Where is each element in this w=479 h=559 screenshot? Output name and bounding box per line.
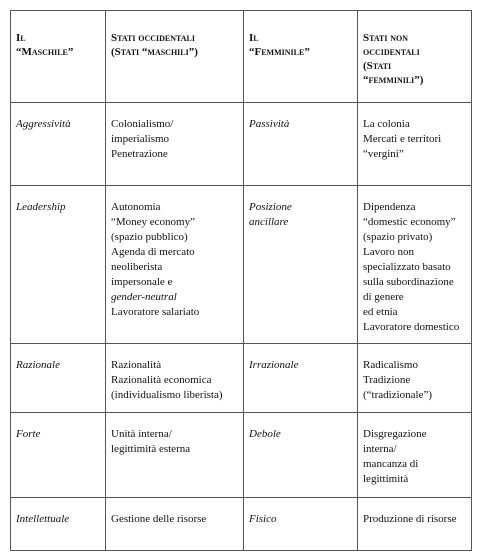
cell-maschile: Forte [11,413,106,498]
cell-stati-occidentali: Gestione delle risorse [106,498,244,551]
header-line: “Maschile” [16,46,74,58]
header-stati-occidentali [106,11,244,103]
header-line: Il [16,32,26,44]
header-line: “femminili”) [363,74,424,86]
gender-states-table [10,10,472,551]
cell-femminile: Irrazionale [244,344,358,413]
header-line: (Stati [363,60,392,72]
cell-stati-occidentali: Autonomia “Money economy” (spazio pubblico) Agenda di mercato neoliberista impersonale e gender-neutral Lavoratore salariato [106,186,244,344]
header-maschile [11,11,106,103]
table-row [11,498,472,551]
cell-maschile: Aggressività [11,103,106,186]
cell-femminile: Passività [244,103,358,186]
cell-stati-occidentali: Colonialismo/ imperialismo Penetrazione [106,103,244,186]
cell-maschile: Razionale [11,344,106,413]
cell-maschile: Intellettuale [11,498,106,551]
header-line: “Femminile” [249,46,310,58]
header-line: occidentali [363,46,420,58]
cell-stati-occidentali: Unità interna/ legittimità esterna [106,413,244,498]
cell-stati-non-occidentali: Dipendenza “domestic economy” (spazio privato) Lavoro non specializzato basato sulla subordinazione di genere ed etnia Lavoratore domestico [358,186,472,344]
header-stati-non-occidentali [358,11,472,103]
cell-femminile: Debole [244,413,358,498]
cell-stati-non-occidentali: La colonia Mercati e territori “vergini” [358,103,472,186]
table-row [11,344,472,413]
header-femminile [244,11,358,103]
cell-femminile: Fisico [244,498,358,551]
cell-maschile: Leadership [11,186,106,344]
header-line: Stati occidentali [111,32,195,44]
table-row [11,103,472,186]
cell-femminile: Posizione ancillare [244,186,358,344]
table-row [11,186,472,344]
cell-stati-non-occidentali: Disgregazione interna/ mancanza di legittimità [358,413,472,498]
cell-stati-non-occidentali: Produzione di risorse [358,498,472,551]
cell-stati-non-occidentali: Radicalismo Tradizione (“tradizionale”) [358,344,472,413]
header-line: (Stati “maschili”) [111,46,198,58]
header-line: Stati non [363,32,409,44]
header-line: Il [249,32,259,44]
table-row [11,413,472,498]
document-page [10,10,471,550]
header-row [11,11,472,103]
cell-stati-occidentali: Razionalità Razionalità economica (individualismo liberista) [106,344,244,413]
